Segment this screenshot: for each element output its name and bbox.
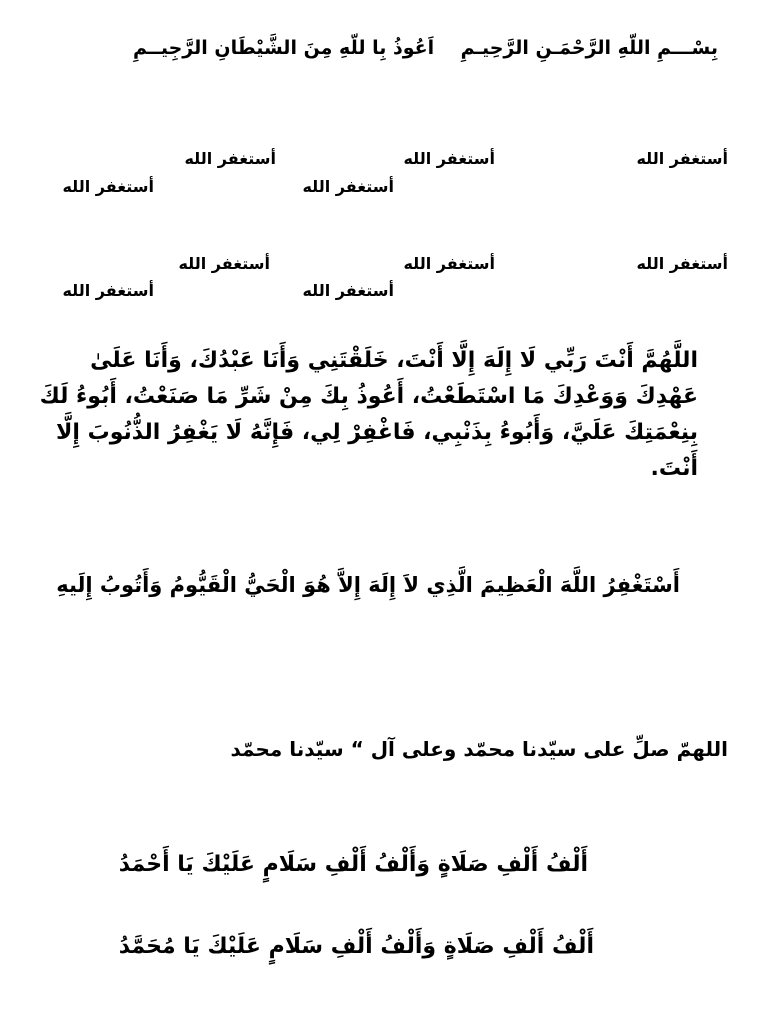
istighfar-row-2a xyxy=(38,250,728,278)
istighfar-text: أستغفر الله xyxy=(302,177,394,196)
taawudh-text: اَعُوذُ بِا للّهِ مِنَ الشَّيْطَانِ الرَّجِيــمِ xyxy=(132,37,435,59)
istighfar-text: أستغفر الله xyxy=(62,281,154,300)
astaghfirullah-al-azim-text: أَسْتَغْفِرُ اللَّهَ الْعَظِيمَ الَّذِي لاَ إِلَهَ إِلاَّ هُوَ الْحَيُّ الْقَيُّومُ وَأَتُوبُ إِلَيهِ xyxy=(56,573,680,597)
salam-muhammad-line: أَلْفُ أَلْفِ صَلَاةٍ وَأَلْفُ أَلْفِ سَلَامٍ عَلَيْكَ يَا مُحَمَّدُ xyxy=(118,934,594,959)
salam-ahmad-line: أَلْفُ أَلْفِ صَلَاةٍ وَأَلْفُ أَلْفِ سَلَامٍ عَلَيْكَ يَا أَحْمَدُ xyxy=(118,852,588,877)
opening-invocation xyxy=(38,34,728,63)
istighfar-text: أستغفر الله xyxy=(636,149,728,168)
istighfar-text: أستغفر الله xyxy=(403,149,495,168)
istighfar-text: أستغفر الله xyxy=(62,177,154,196)
istighfar-text: أستغفر الله xyxy=(403,254,495,273)
sayyid-al-istighfar-dua: اللَّهُمَّ أَنْتَ رَبِّي لَا إِلَهَ إِلَّا أَنْتَ، خَلَقْتَنِي وَأَنَا عَبْدُكَ، وَأَنَا عَلَىٰ عَهْدِكَ وَوَعْدِكَ مَا اسْتَطَعْتُ، أَعُوذُ بِكَ مِنْ شَرِّ مَا صَنَعْتُ، أَبُوءُ لَكَ بِنِعْمَتِكَ عَلَيَّ، وَأَبُوءُ بِذَنْبِي، فَاغْفِرْ لِي، فَإِنَّهُ لَا يَغْفِرُ الذُّنُوبَ إِلَّا أَنْتَ. xyxy=(39,348,698,481)
istighfar-row-1b xyxy=(38,173,728,201)
salam-muhammad-text xyxy=(38,930,728,964)
salawat-text: اللهمّ صلِّ على سيّدنا محمّد وعلى آل “ سيّدنا محمّد xyxy=(230,737,728,761)
istighfar-row-1a xyxy=(38,145,728,173)
basmala-text: بِسْـــمِ اللّهِ الرَّحْمَـنِ الرَّحِيـمِ xyxy=(460,37,718,59)
istighfar-text: أستغفر الله xyxy=(178,254,270,273)
istighfar-row-2b xyxy=(38,277,728,305)
istighfar-text: أستغفر الله xyxy=(184,149,276,168)
istighfar-text: أستغفر الله xyxy=(636,254,728,273)
salam-ahmad-text xyxy=(38,848,728,882)
istighfar-text: أستغفر الله xyxy=(302,281,394,300)
